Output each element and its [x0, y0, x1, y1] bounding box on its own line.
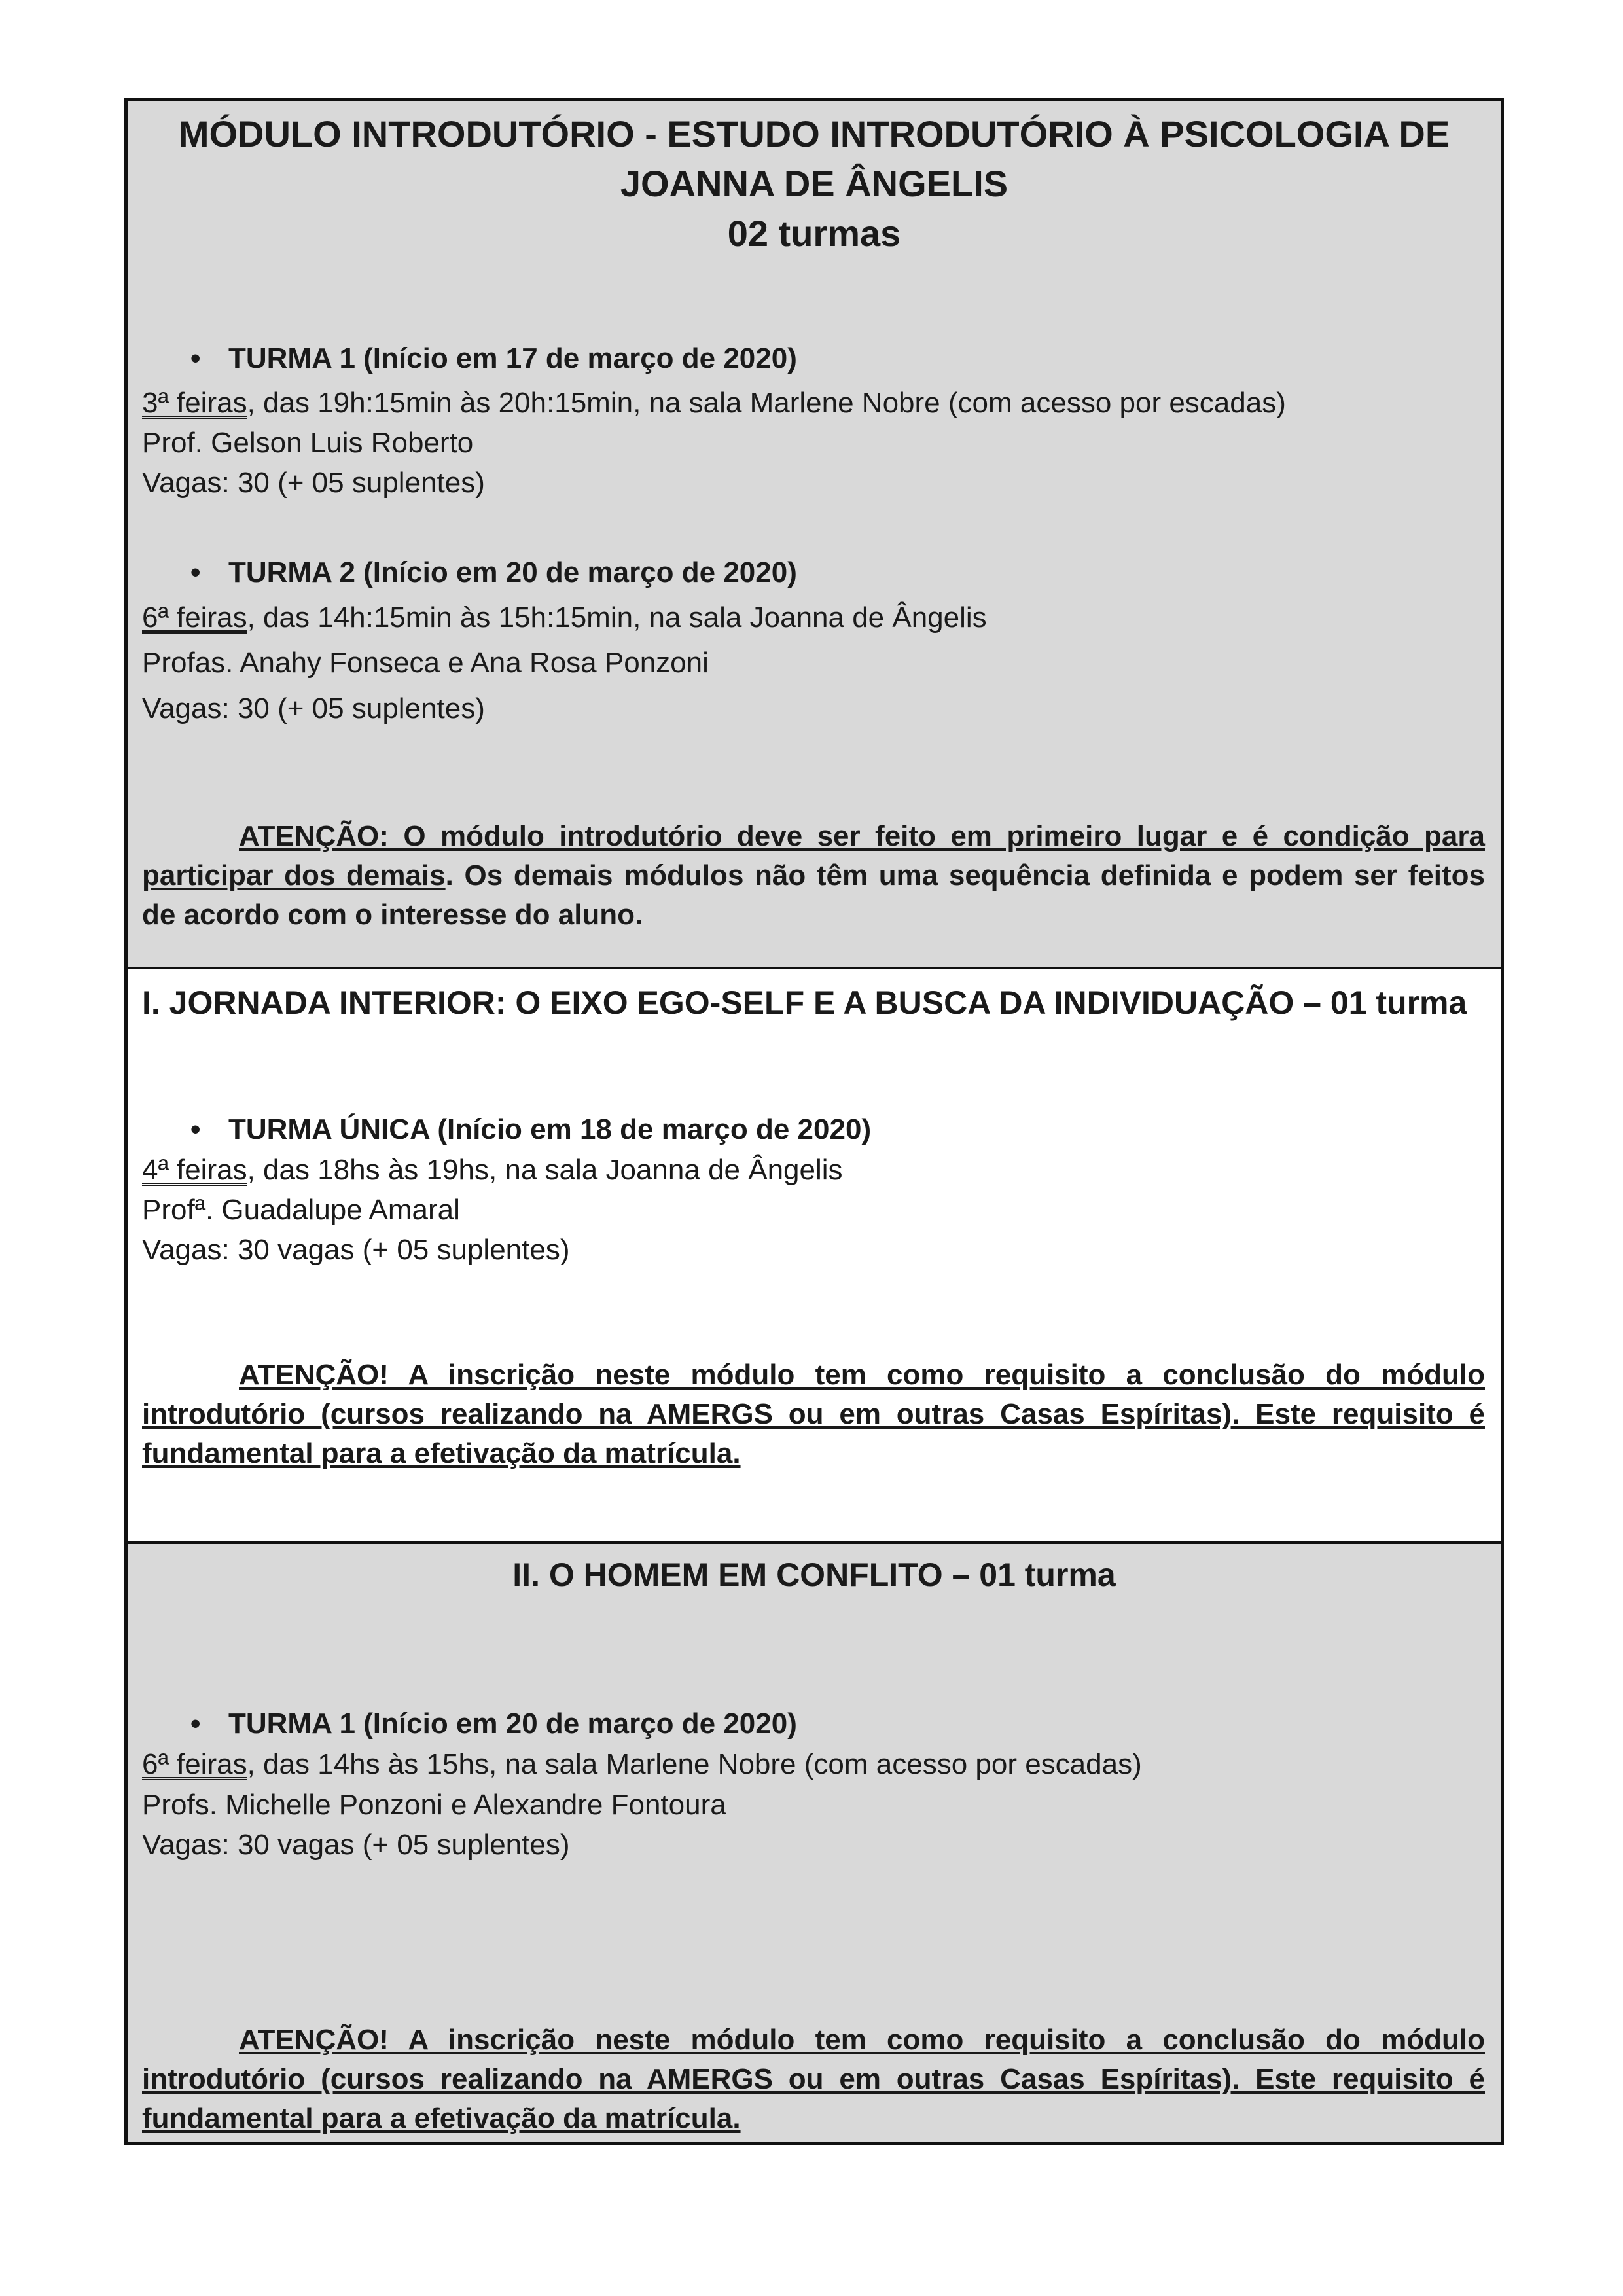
intro-turma2-schedule: 6ª feiras, das 14h:15min às 15h:15min, na sala Joanna de Ângelis [142, 601, 987, 634]
module1-attention-paragraph: ATENÇÃO! A inscrição neste módulo tem como requisito a conclusão do módulo introdutório (cursos realizando na AMERGS ou em outras Casas Espíritas). Este requisito é fundamental para a efetivação da matrícula. [142, 1359, 1485, 1469]
module1-turma-header: • TURMA ÚNICA (Início em 18 de março de 2020) [190, 1113, 872, 1145]
intro-turma1-vagas: Vagas: 30 (+ 05 suplentes) [142, 467, 485, 499]
intro-turma2-teacher: Profas. Anahy Fonseca e Ana Rosa Ponzoni [142, 647, 709, 679]
bullet-icon: • [190, 1708, 201, 1740]
bullet-icon: • [190, 342, 201, 374]
module2-turma-vagas: Vagas: 30 vagas (+ 05 suplentes) [142, 1829, 570, 1861]
module1-title: I. JORNADA INTERIOR: O EIXO EGO-SELF E A BUSCA DA INDIVIDUAÇÃO – 01 turma [142, 984, 1467, 1021]
intro-turma1-header: • TURMA 1 (Início em 17 de março de 2020) [190, 342, 797, 374]
document-frame [124, 98, 1504, 2145]
weekday-label: 6ª feiras [142, 601, 247, 634]
weekday-label: 4ª feiras [142, 1154, 247, 1186]
module2-title: II. O HOMEM EM CONFLITO – 01 turma [512, 1556, 1116, 1593]
intro-module-section [128, 101, 1501, 967]
module1-turma-vagas: Vagas: 30 vagas (+ 05 suplentes) [142, 1234, 570, 1266]
intro-attention-paragraph: ATENÇÃO: O módulo introdutório deve ser feito em primeiro lugar e é condição para participar dos demais. Os demais módulos não têm uma sequência definida e podem ser feitos de acordo com o interesse do aluno. [142, 820, 1485, 931]
bullet-icon: • [190, 556, 201, 588]
module1-turma-teacher: Profª. Guadalupe Amaral [142, 1194, 460, 1226]
module1-section [128, 967, 1501, 1541]
weekday-label: 3ª feiras [142, 387, 247, 419]
intro-turma1-teacher: Prof. Gelson Luis Roberto [142, 427, 474, 459]
bullet-icon: • [190, 1113, 201, 1145]
module2-section [128, 1541, 1501, 2142]
module2-turma-schedule: 6ª feiras, das 14hs às 15hs, na sala Marlene Nobre (com acesso por escadas) [142, 1748, 1142, 1780]
intro-title-line1: MÓDULO INTRODUTÓRIO - ESTUDO INTRODUTÓRIO À PSICOLOGIA DE [178, 113, 1450, 154]
module2-attention-paragraph: ATENÇÃO! A inscrição neste módulo tem como requisito a conclusão do módulo introdutório (cursos realizando na AMERGS ou em outras Casas Espíritas). Este requisito é fundamental para a efetivação da matrícula. [142, 2024, 1485, 2134]
module2-turma-header: • TURMA 1 (Início em 20 de março de 2020) [190, 1708, 797, 1740]
weekday-label: 6ª feiras [142, 1748, 247, 1780]
intro-turma1-schedule: 3ª feiras, das 19h:15min às 20h:15min, na sala Marlene Nobre (com acesso por escadas) [142, 387, 1286, 419]
module2-turma-teacher: Profs. Michelle Ponzoni e Alexandre Fontoura [142, 1789, 726, 1821]
intro-title-line3: 02 turmas [727, 213, 901, 254]
intro-turma2-vagas: Vagas: 30 (+ 05 suplentes) [142, 692, 485, 725]
module1-turma-schedule: 4ª feiras, das 18hs às 19hs, na sala Joanna de Ângelis [142, 1154, 843, 1186]
intro-turma2-header: • TURMA 2 (Início em 20 de março de 2020) [190, 556, 797, 588]
intro-title-line2: JOANNA DE ÂNGELIS [620, 163, 1008, 204]
